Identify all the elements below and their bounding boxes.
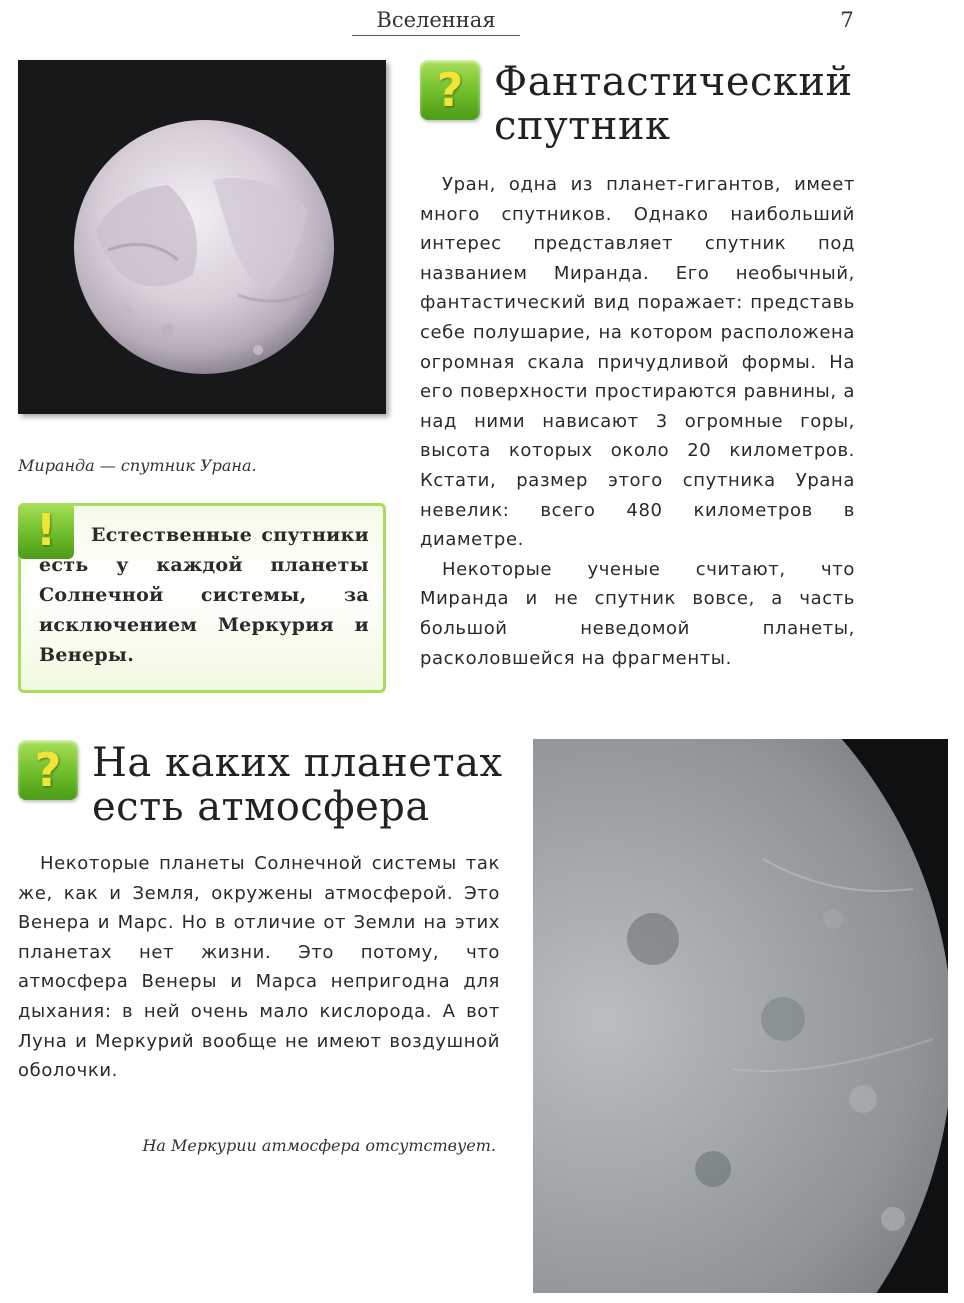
paragraph: Некоторые ученые считают, что Миранда и не спутник вовсе, а часть большой неведомой планеты, расколовшейся на фрагменты. (420, 558, 855, 669)
fact-box (18, 503, 386, 693)
question-icon: ? (420, 60, 480, 120)
paragraph: Некоторые планеты Солнечной системы так же, как и Земля, окружены атмосферой. Это Венера и Марс. Но в отличие от Земли на этих планетах нет жизни. Это потому, что атмосфера Венеры и Марса непригодна для дыхания: в ней очень мало кислорода. А вот Луна и Меркурий вообще не имеют воздушной оболочки. (18, 853, 500, 1082)
section-title-line: Фантастический (494, 59, 853, 105)
section-body-moon (420, 170, 855, 673)
fact-text: Естественные спутники есть у каждой планеты Солнечной системы, за исключением Меркурия и Венеры. (39, 524, 369, 666)
miranda-caption: Миранда — спутник Урана. (18, 456, 257, 475)
paragraph: Уран, одна из планет-гигантов, имеет много спутников. Однако наибольший интерес представляет спутник под названием Миранда. Его необычный, фантастический вид поражает: представь себе полушарие, на котором расположена огромная скала причудливой формы. На его поверхности простираются равнины, а над ними нависают 3 огромные горы, высота которых около 20 километров. Кстати, размер этого спутника Урана невелик: всего 480 километров в диаметре. (420, 174, 855, 551)
section-title-line: есть атмосфера (92, 784, 430, 830)
question-icon: ? (18, 740, 78, 800)
exclamation-icon: ! (18, 503, 74, 559)
page-number: 7 (840, 8, 854, 32)
section-title-line: На каких планетах (92, 740, 503, 786)
section-body-atmosphere (18, 849, 500, 1086)
mercury-caption: На Меркурии атмосфера отсутствует. (142, 1136, 496, 1155)
running-head: Вселенная (352, 8, 520, 36)
mercury-photo (533, 739, 948, 1293)
miranda-moon-icon (18, 60, 386, 414)
miranda-photo (18, 60, 386, 414)
section-title-line: спутник (494, 103, 671, 149)
mercury-planet-icon (533, 739, 948, 1293)
section-title-atmosphere (92, 741, 512, 829)
section-title-moon (494, 60, 934, 148)
